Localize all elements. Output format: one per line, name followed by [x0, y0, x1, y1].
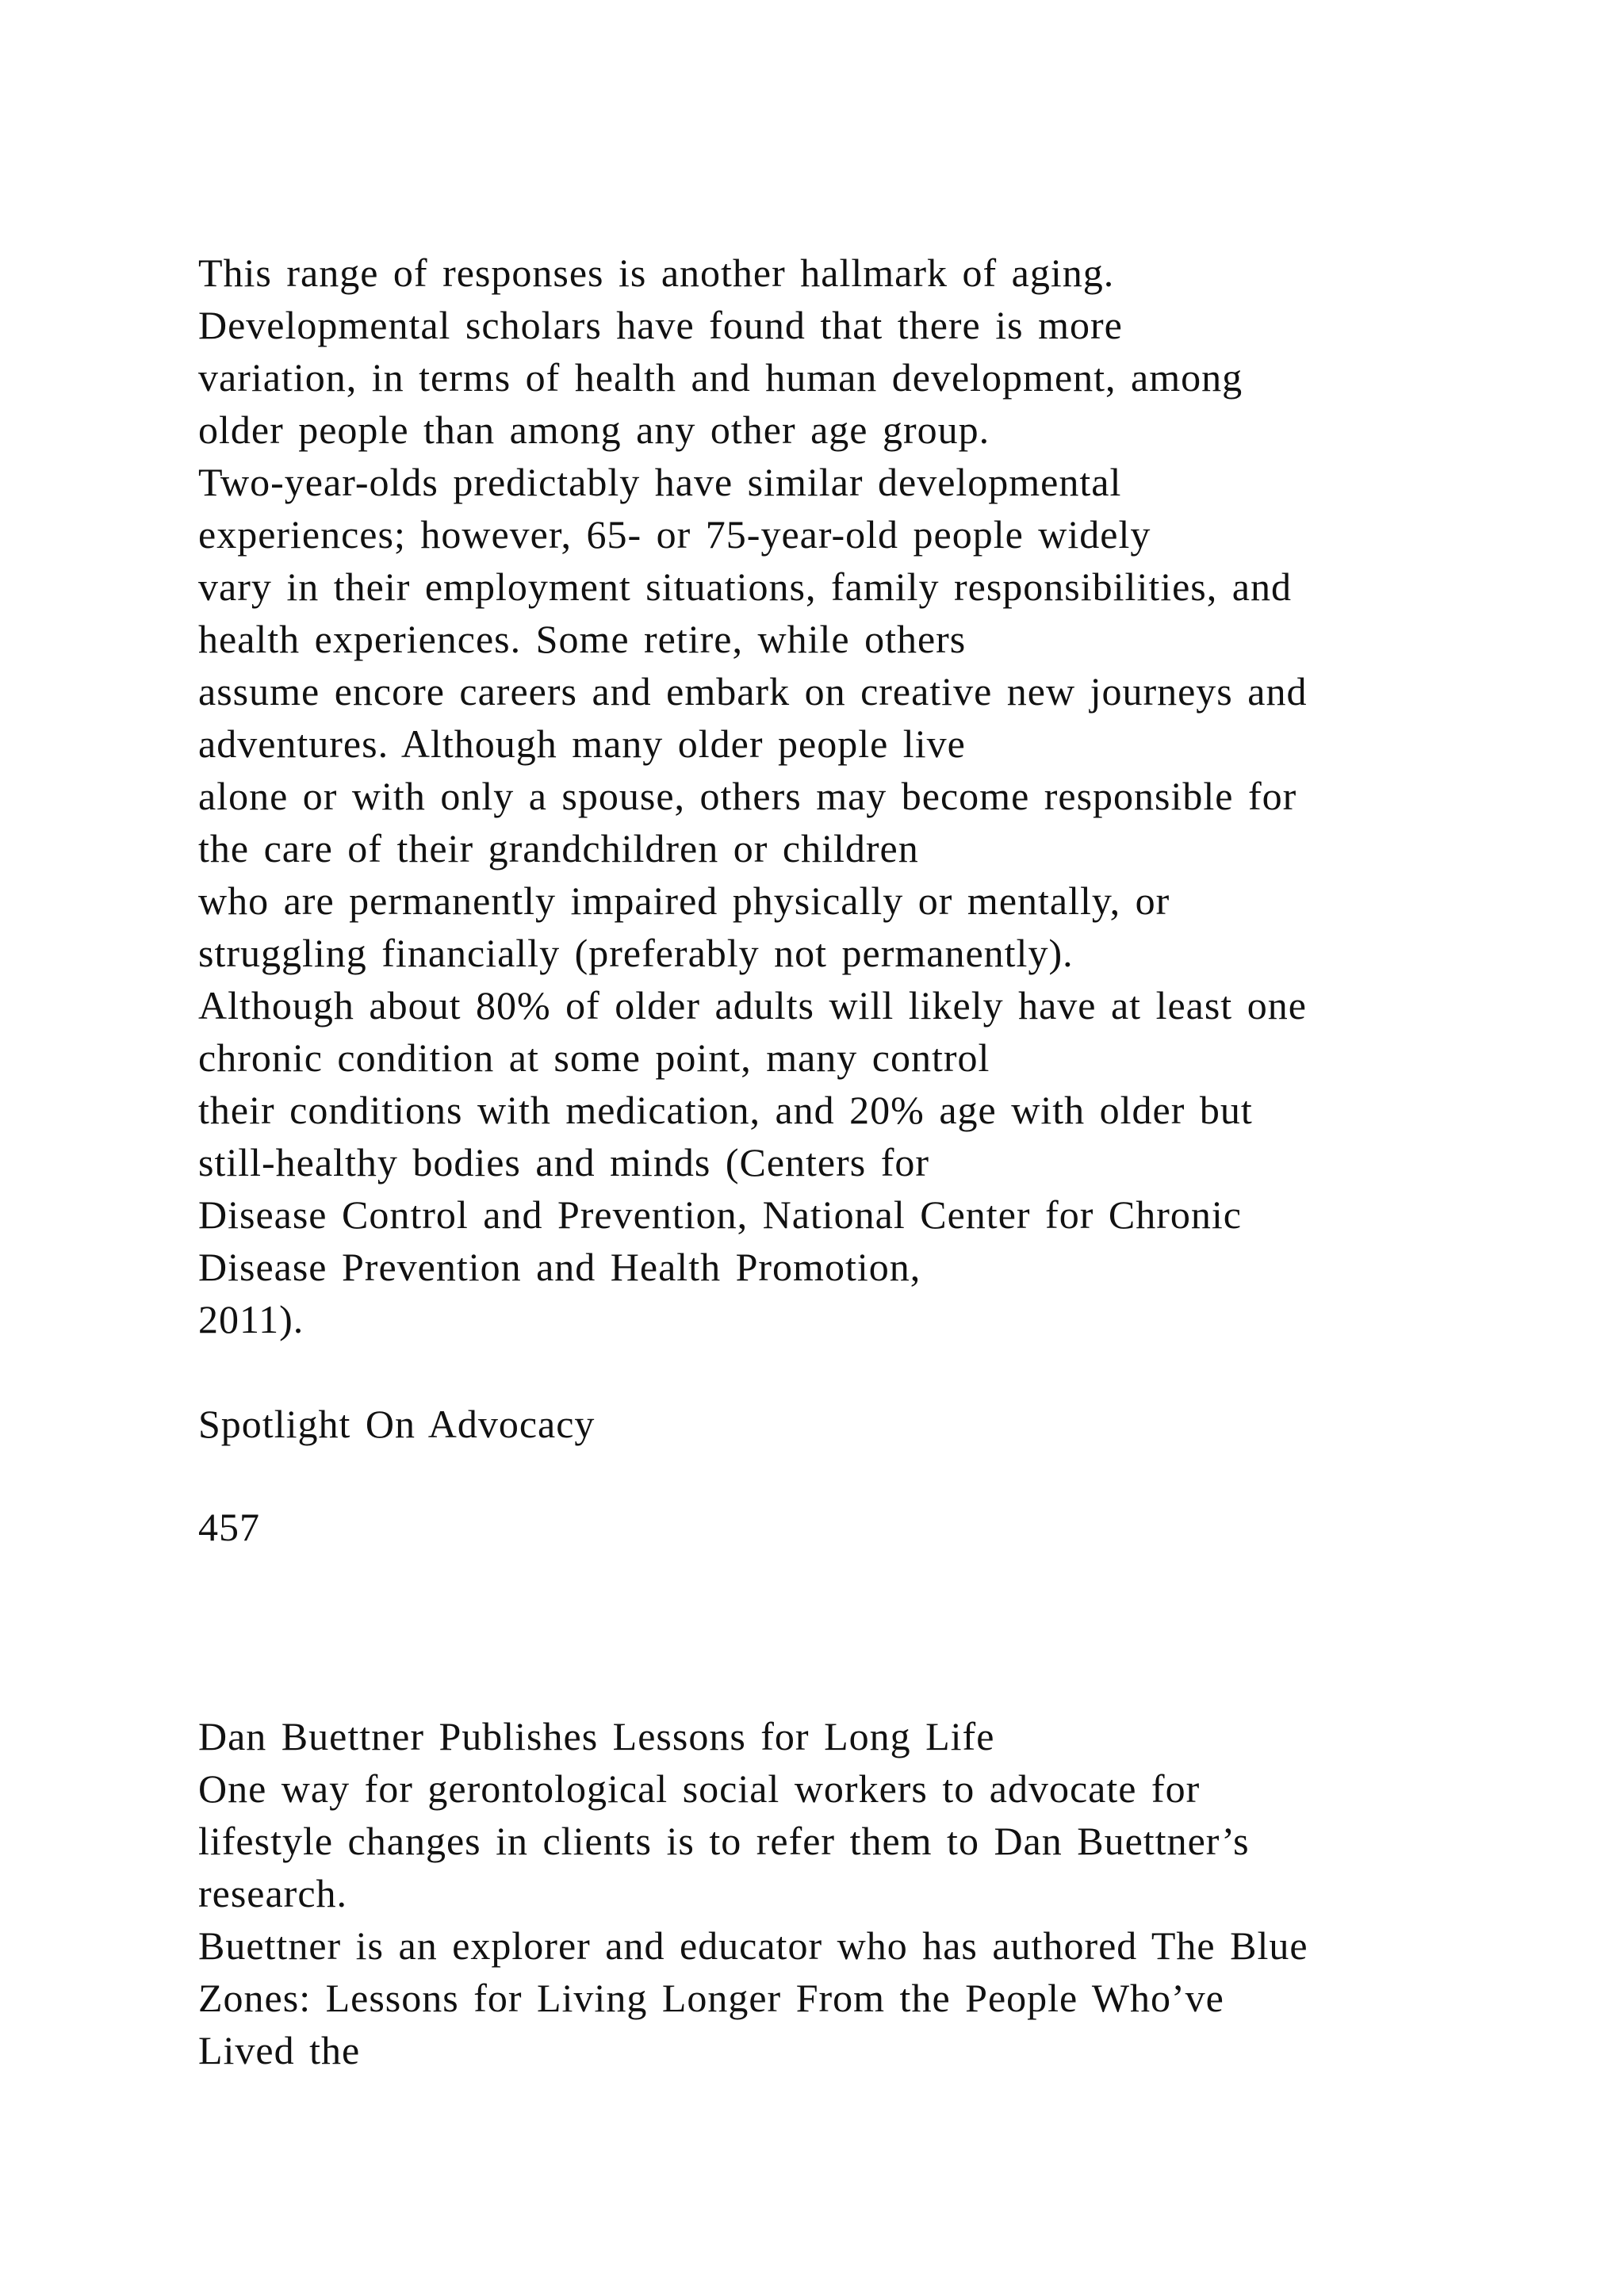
page-number: 457	[198, 1505, 260, 1549]
text-line: Disease Prevention and Health Promotion,	[198, 1245, 921, 1289]
text-line: Buettner is an explorer and educator who has authored The Blue	[198, 1923, 1308, 1968]
text-line: older people than among any other age group.	[198, 408, 990, 452]
text-line: One way for gerontological social workers to advocate for	[198, 1766, 1201, 1811]
section-heading: Spotlight On Advocacy	[198, 1402, 596, 1446]
text-line: research.	[198, 1871, 348, 1915]
text-line: their conditions with medication, and 20% age with older but	[198, 1088, 1253, 1132]
text-line: struggling financially (preferably not permanently).	[198, 931, 1074, 975]
text-line: chronic condition at some point, many control	[198, 1035, 990, 1080]
article-title: Dan Buettner Publishes Lessons for Long Life	[198, 1714, 995, 1758]
text-line: experiences; however, 65- or 75-year-old people widely	[198, 512, 1151, 557]
text-line: alone or with only a spouse, others may become responsible for	[198, 774, 1297, 818]
text-line: adventures. Although many older people live	[198, 721, 966, 766]
text-line: health experiences. Some retire, while others	[198, 617, 967, 661]
text-line: still-healthy bodies and minds (Centers for	[198, 1140, 930, 1184]
text-line: Two-year-olds predictably have similar developmental	[198, 460, 1122, 504]
text-line: Disease Control and Prevention, National Center for Chronic	[198, 1192, 1242, 1237]
text-line: Developmental scholars have found that there is more	[198, 303, 1123, 347]
text-line: vary in their employment situations, family responsibilities, and	[198, 564, 1292, 609]
text-line: Lived the	[198, 2028, 361, 2072]
text-line: lifestyle changes in clients is to refer them to Dan Buettner’s	[198, 1819, 1250, 1863]
text-line: Although about 80% of older adults will likely have at least one	[198, 983, 1307, 1027]
text-line: variation, in terms of health and human development, among	[198, 355, 1243, 400]
text-line: Zones: Lessons for Living Longer From the People Who’ve	[198, 1976, 1224, 2020]
text-line: who are permanently impaired physically or mentally, or	[198, 878, 1170, 923]
text-line: This range of responses is another hallmark of aging.	[198, 251, 1115, 295]
text-line: the care of their grandchildren or children	[198, 826, 919, 871]
text-line: 2011).	[198, 1297, 304, 1341]
text-line: assume encore careers and embark on creative new journeys and	[198, 669, 1308, 714]
